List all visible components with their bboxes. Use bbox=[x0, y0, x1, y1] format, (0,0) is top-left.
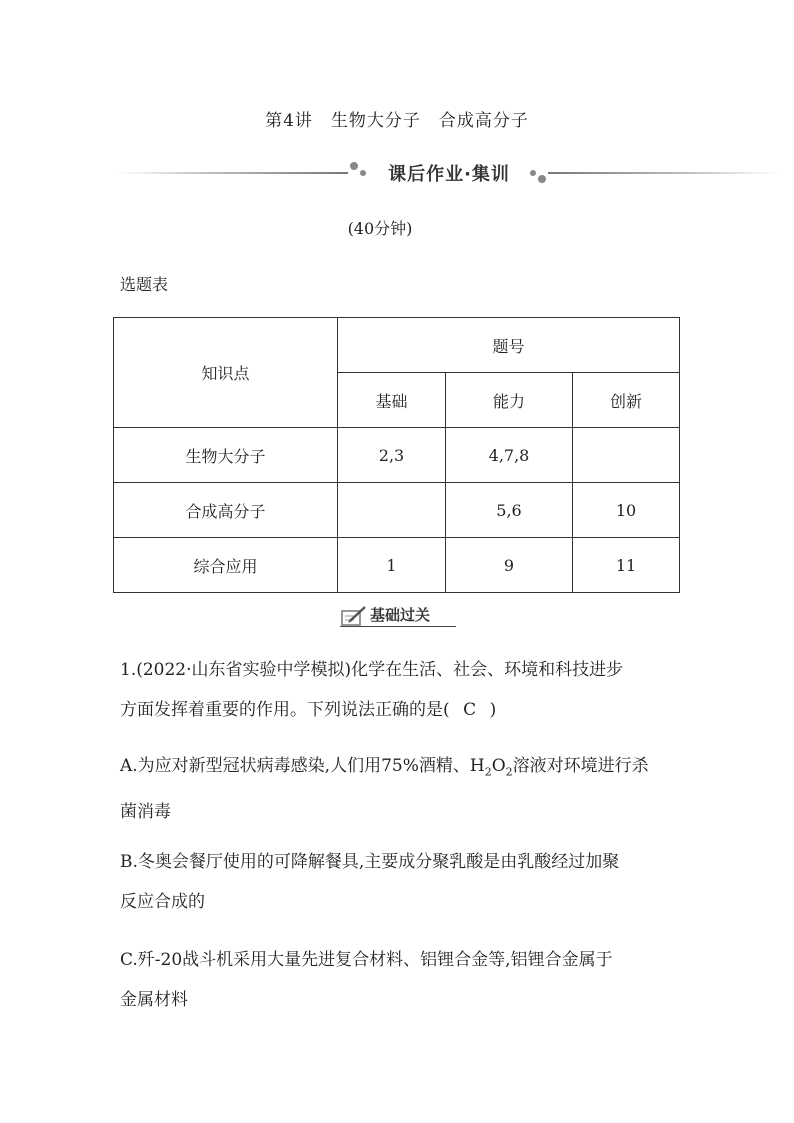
topic-cell: 合成高分子 bbox=[114, 483, 338, 538]
option-c-line: 金属材料 bbox=[120, 990, 188, 1010]
option-c-line: C.歼-20战斗机采用大量先进复合材料、铝锂合金等,铝锂合金属于 bbox=[120, 950, 613, 970]
option-c bbox=[120, 940, 690, 1020]
level-header-innovation: 创新 bbox=[573, 373, 680, 428]
table-row bbox=[114, 428, 680, 483]
knowledge-header: 知识点 bbox=[114, 318, 338, 428]
banner-dot-icon bbox=[350, 162, 358, 170]
option-b-line: B.冬奥会餐厅使用的可降解餐具,主要成分聚乳酸是由乳酸经过加聚 bbox=[120, 852, 620, 872]
basic-cell: 1 bbox=[338, 538, 446, 593]
table-caption: 选题表 bbox=[120, 275, 169, 294]
level-header-ability: 能力 bbox=[446, 373, 573, 428]
innovation-cell: 10 bbox=[573, 483, 680, 538]
banner-left-rule bbox=[118, 172, 348, 174]
innovation-cell: 11 bbox=[573, 538, 680, 593]
lecture-title: 第4讲 生物大分子 合成高分子 bbox=[265, 111, 529, 131]
banner-right-rule bbox=[548, 172, 778, 174]
subscript: 2 bbox=[505, 765, 513, 779]
option-b-line: 反应合成的 bbox=[120, 892, 205, 912]
duration: (40分钟) bbox=[347, 219, 413, 238]
pencil-paper-icon bbox=[340, 605, 368, 627]
option-a bbox=[120, 746, 690, 832]
banner-dot-icon bbox=[360, 170, 366, 176]
ability-cell: 5,6 bbox=[446, 483, 573, 538]
question-1-stem bbox=[120, 650, 690, 730]
option-a-text: 溶液对环境进行杀 bbox=[512, 756, 649, 776]
basic-cell bbox=[338, 483, 446, 538]
level-header-basic: 基础 bbox=[338, 373, 446, 428]
section-heading bbox=[340, 603, 456, 627]
option-b bbox=[120, 842, 690, 922]
section-heading-label: 基础过关 bbox=[370, 606, 431, 624]
topic-cell: 综合应用 bbox=[114, 538, 338, 593]
question-1-stem-line bbox=[120, 690, 690, 730]
section-banner bbox=[118, 160, 778, 186]
section-heading-underline bbox=[340, 626, 456, 627]
question-1-stem-close: ) bbox=[489, 700, 497, 720]
option-a-line: 菌消毒 bbox=[120, 802, 171, 823]
option-a-text: O bbox=[491, 756, 506, 776]
ability-cell: 4,7,8 bbox=[446, 428, 573, 483]
answer-letter: C bbox=[463, 700, 477, 720]
question-1-stem-line: 1.(2022·山东省实验中学模拟)化学在生活、社会、环境和科技进步 bbox=[120, 660, 624, 680]
ability-cell: 9 bbox=[446, 538, 573, 593]
question-selection-table bbox=[113, 317, 680, 593]
table-row bbox=[114, 538, 680, 593]
banner-dot-icon bbox=[538, 175, 546, 183]
topic-cell: 生物大分子 bbox=[114, 428, 338, 483]
question-header: 题号 bbox=[338, 318, 680, 373]
option-a-line bbox=[120, 746, 690, 792]
question-1-stem-text: 方面发挥着重要的作用。下列说法正确的是( bbox=[120, 700, 450, 720]
banner-title: 课后作业·集训 bbox=[388, 164, 510, 185]
option-a-text: A.为应对新型冠状病毒感染,人们用75%酒精、H bbox=[120, 756, 485, 776]
innovation-cell bbox=[573, 428, 680, 483]
table-row bbox=[114, 483, 680, 538]
banner-dot-icon bbox=[530, 170, 536, 176]
subscript: 2 bbox=[484, 765, 492, 779]
basic-cell: 2,3 bbox=[338, 428, 446, 483]
